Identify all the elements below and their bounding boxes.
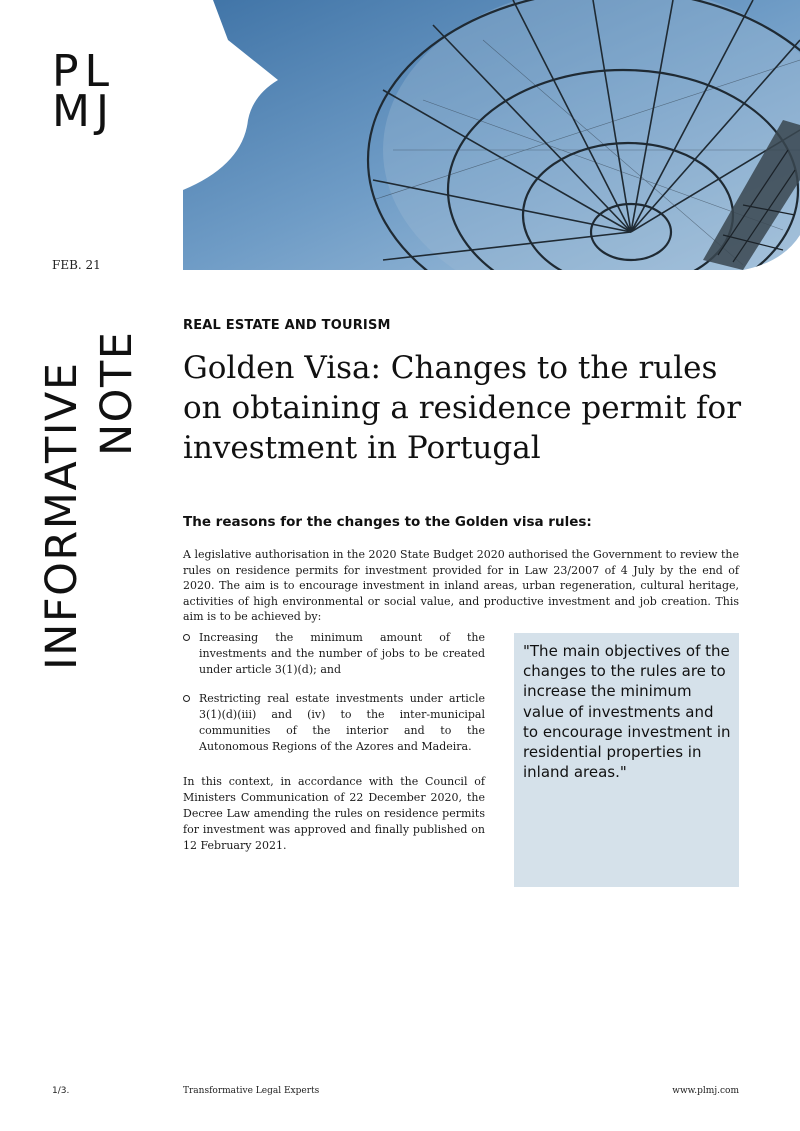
list-item-text: Increasing the minimum amount of the investments and the number of jobs to be created under article 3(1)(d); and xyxy=(199,631,485,676)
vertical-title-line-2: NOTE xyxy=(92,330,142,456)
satellite-dish-photo xyxy=(183,0,800,270)
document-title: Golden Visa: Changes to the rules on obtaining a residence permit for investment in Portugal xyxy=(183,350,742,466)
footer-url[interactable]: www.plmj.com xyxy=(672,1086,739,1096)
reasons-heading: The reasons for the changes to the Golden visa rules: xyxy=(183,514,592,530)
vertical-title-line-1: INFORMATIVE xyxy=(37,361,87,670)
section-label: REAL ESTATE AND TOURISM xyxy=(183,318,391,333)
logo-line-1: PL xyxy=(52,46,116,97)
issue-date: FEB. 21 xyxy=(52,258,101,272)
list-item xyxy=(183,630,485,678)
bullet-circle-icon xyxy=(183,695,190,702)
list-item xyxy=(183,691,485,755)
plmj-logo xyxy=(52,46,132,137)
informative-note-vertical-title xyxy=(37,320,142,680)
page-number: 1/3. xyxy=(52,1086,70,1096)
measures-list xyxy=(183,630,485,768)
footer-tagline: Transformative Legal Experts xyxy=(183,1086,320,1096)
hero-image xyxy=(183,0,800,270)
pull-quote: "The main objectives of the changes to the rules are to increase the minimum value of investments and to encourage investment in residential properties in inland areas." xyxy=(514,633,739,887)
intro-paragraph: A legislative authorisation in the 2020 State Budget 2020 authorised the Government to review the rules on residence permits for investment provided for in Law 23/2007 of 4 July by the end of 2020. The aim is to encourage investment in inland areas, urban regeneration, cultural heritage, activities of high environmental or social value, and productive investment and job creation. This aim is to be achieved by: xyxy=(183,548,739,623)
logo-line-2: MJ xyxy=(52,86,115,137)
bullet-circle-icon xyxy=(183,634,190,641)
context-paragraph: In this context, in accordance with the Council of Ministers Communication of 22 December 2020, the Decree Law amending the rules on residence permits for investment was approved and finally published on 12 February 2021. xyxy=(183,775,485,852)
list-item-text: Restricting real estate investments under article 3(1)(d)(iii) and (iv) to the inter-municipal communities of the interior and to the Autonomous Regions of the Azores and Madeira. xyxy=(199,692,485,753)
